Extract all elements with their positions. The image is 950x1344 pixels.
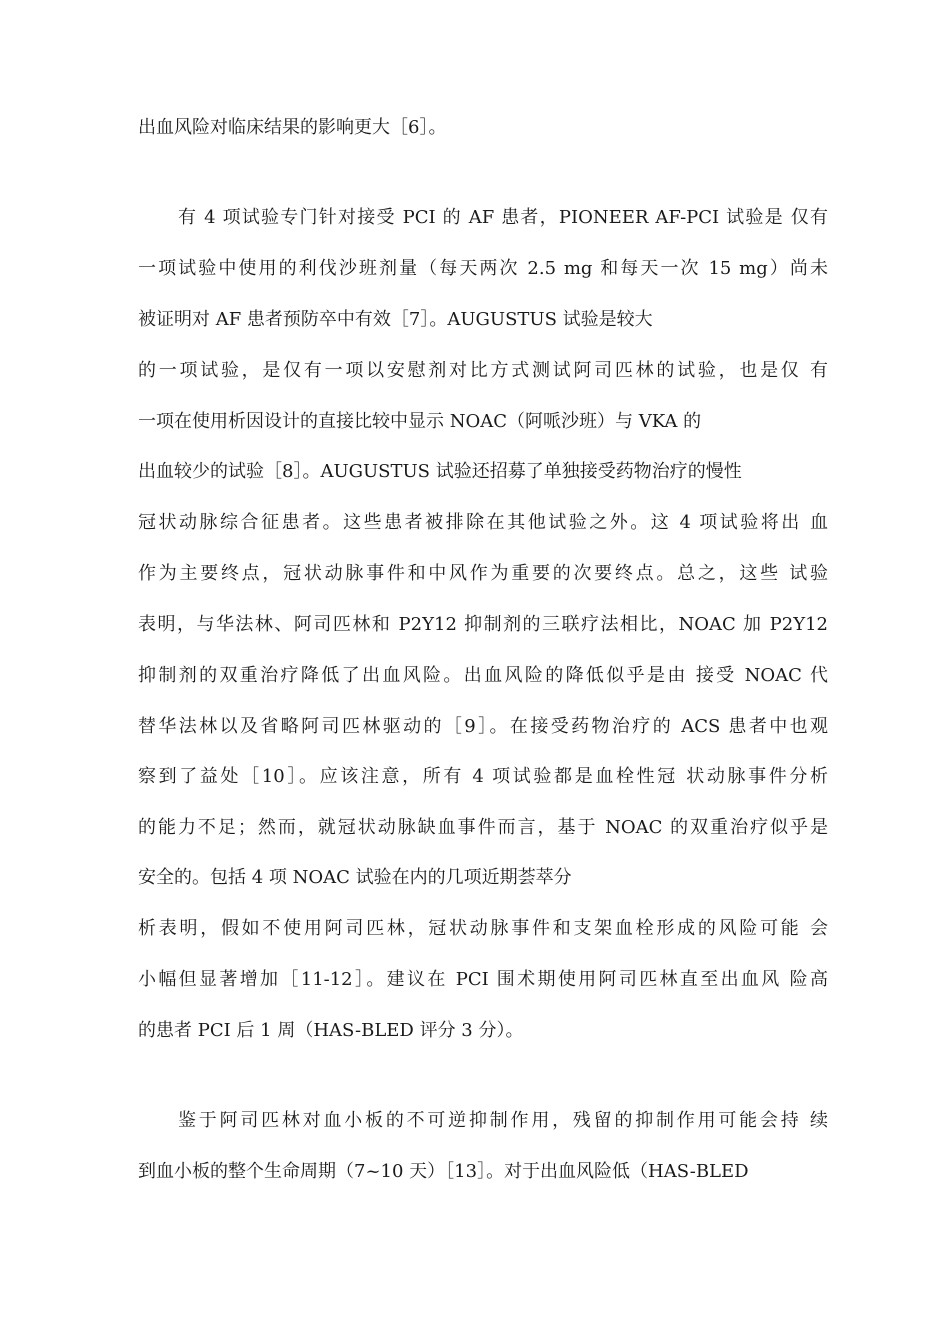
text-line-11: 抑制剂的双重治疗降低了出血风险。出血风险的降低似乎是由 接受 NOAC 代 bbox=[138, 665, 828, 686]
text-line-3: 一项试验中使用的利伐沙班剂量（每天两次 2.5 mg 和每天一次 15 mg）尚未 bbox=[138, 258, 828, 279]
text-line-13: 察到了益处［10］。应该注意，所有 4 项试验都是血栓性冠 状动脉事件分析 bbox=[138, 766, 828, 787]
text-line-6: 一项在使用析因设计的直接比较中显示 NOAC（阿哌沙班）与 VKA 的 bbox=[138, 411, 702, 432]
text-line-2: 有 4 项试验专门针对接受 PCI 的 AF 患者，PIONEER AF-PCI 试验是 仅有 bbox=[178, 207, 828, 228]
text-line-9: 作为主要终点，冠状动脉事件和中风作为重要的次要终点。总之，这些 试验 bbox=[138, 563, 828, 584]
text-line-19: 鉴于阿司匹林对血小板的不可逆抑制作用，残留的抑制作用可能会持 续 bbox=[178, 1110, 828, 1131]
text-line-7: 出血较少的试验［8］。AUGUSTUS 试验还招募了单独接受药物治疗的慢性 bbox=[138, 461, 742, 482]
text-line-12: 替华法林以及省略阿司匹林驱动的［9］。在接受药物治疗的 ACS 患者中也观 bbox=[138, 716, 828, 737]
text-line-18: 的患者 PCI 后 1 周（HAS-BLED 评分 3 分）。 bbox=[138, 1020, 524, 1041]
text-line-4: 被证明对 AF 患者预防卒中有效［7］。AUGUSTUS 试验是较大 bbox=[138, 309, 653, 330]
text-line-8: 冠状动脉综合征患者。这些患者被排除在其他试验之外。这 4 项试验将出 血 bbox=[138, 512, 828, 533]
text-line-10: 表明，与华法林、阿司匹林和 P2Y12 抑制剂的三联疗法相比，NOAC 加 P2Y12 bbox=[138, 614, 828, 635]
text-line-17: 小幅但显著增加［11-12］。建议在 PCI 围术期使用阿司匹林直至出血风 险高 bbox=[138, 969, 828, 990]
text-line-5: 的一项试验，是仅有一项以安慰剂对比方式测试阿司匹林的试验，也是仅 有 bbox=[138, 360, 828, 381]
text-line-16: 析表明，假如不使用阿司匹林，冠状动脉事件和支架血栓形成的风险可能 会 bbox=[138, 918, 828, 939]
text-line-15: 安全的。包括 4 项 NOAC 试验在内的几项近期荟萃分 bbox=[138, 867, 572, 888]
text-line-1: 出血风险对临床结果的影响更大［6］。 bbox=[138, 117, 447, 138]
text-line-20: 到血小板的整个生命周期（7~10 天）［13］。对于出血风险低（HAS-BLED bbox=[138, 1161, 749, 1182]
text-line-14: 的能力不足；然而，就冠状动脉缺血事件而言，基于 NOAC 的双重治疗似乎是 bbox=[138, 817, 828, 838]
